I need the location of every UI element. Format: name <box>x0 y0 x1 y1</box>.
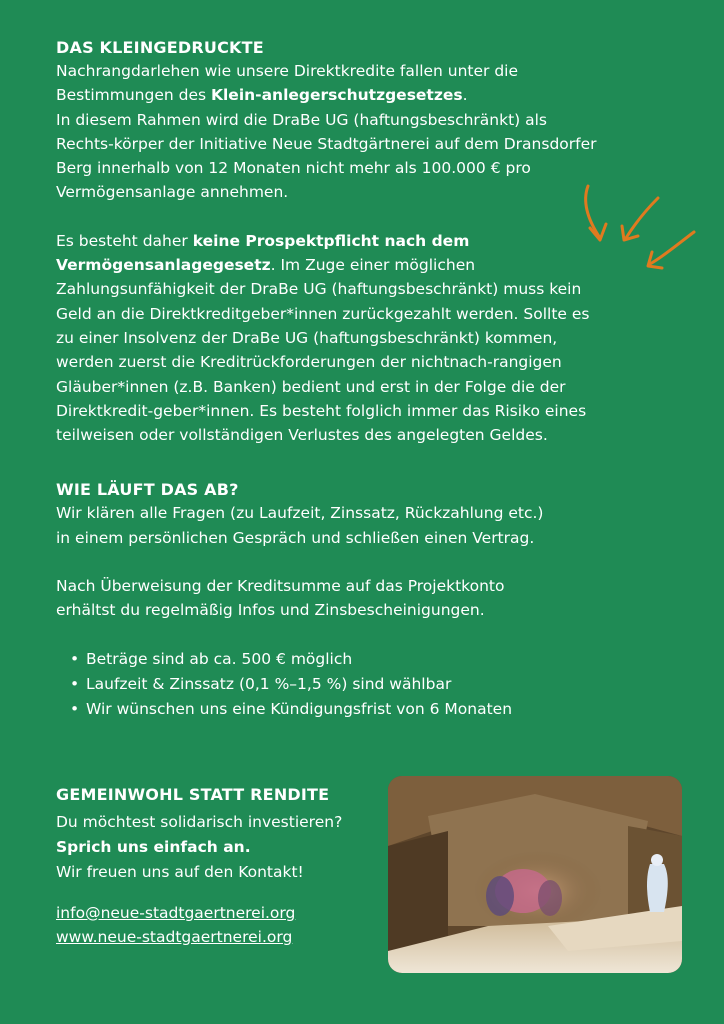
text-line: Du möchtest solidarisch investieren? <box>56 813 343 831</box>
bold-text: Vermögensanlagegesetz <box>56 256 271 275</box>
conditions-list <box>56 647 676 722</box>
heading-gemeinwohl: GEMEINWOHL STATT RENDITE <box>56 785 330 804</box>
text-line: In diesem Rahmen wird die DraBe UG (haftungsbeschränkt) als <box>56 110 548 129</box>
text-line: Gläuber*innen (z.B. Banken) bedient und erst in der Folge die der <box>56 377 566 396</box>
email-link[interactable]: info@neue-stadtgaertnerei.org <box>56 904 296 922</box>
text-line: Berg innerhalb von 12 Monaten nicht mehr als 100.000 € pro <box>56 159 531 178</box>
list-item: • Beträge sind ab ca. 500 € möglich <box>70 647 676 672</box>
paragraph-fragen <box>56 501 676 550</box>
bold-text: Klein-anlegerschutzgesetzes <box>210 86 463 105</box>
text-line: Es besteht daher <box>56 231 193 250</box>
text-line: Bestimmungen des <box>56 86 211 105</box>
text-line: werden zuerst die Kreditrückforderungen der nichtnach-rangigen <box>56 353 562 372</box>
text-line: erhältst du regelmäßig Infos und Zinsbescheinigungen. <box>56 601 485 620</box>
text-line: Nachrangdarlehen wie unsere Direktkredite fallen unter die <box>56 62 519 80</box>
contact-links <box>56 901 376 949</box>
text-line: Wir freuen uns auf den Kontakt! <box>56 863 304 881</box>
text-line: Nach Überweisung der Kreditsumme auf das Projektkonto <box>56 577 505 596</box>
main-content <box>56 37 676 722</box>
text-line: Direktkredit-geber*innen. Es besteht folglich immer das Risiko eines <box>56 401 587 420</box>
bold-text: Sprich uns einfach an. <box>56 838 251 856</box>
heading-ablauf: WIE LÄUFT DAS AB? <box>56 480 239 500</box>
spacer <box>56 550 676 574</box>
text-line: zu einer Insolvenz der DraBe UG (haftungsbeschränkt) kommen, <box>56 328 558 347</box>
spacer <box>56 623 676 647</box>
text-line: . <box>462 86 468 105</box>
text-line: teilweisen oder vollständigen Verlustes des angelegten Geldes. <box>56 426 548 445</box>
text-line: Wir klären alle Fragen (zu Laufzeit, Zinssatz, Rückzahlung etc.) <box>56 504 544 523</box>
text-line: Vermögensanlage annehmen. <box>56 183 289 202</box>
photo-illustration <box>388 776 682 973</box>
arrows-decoration-icon <box>576 180 696 280</box>
spacer <box>56 447 676 479</box>
heading-kleingedruckte: DAS KLEINGEDRUCKTE <box>56 38 264 57</box>
text-line: in einem persönlichen Gespräch und schließen einen Vertrag. <box>56 528 535 547</box>
paragraph-ueberweisung <box>56 574 676 623</box>
greenhouse-model-photo <box>388 776 682 973</box>
text-line: Zahlungsunfähigkeit der DraBe UG (haftungsbeschränkt) muss kein <box>56 280 582 299</box>
text-line: Geld an die Direktkreditgeber*innen zurückgezahlt werden. Sollte es <box>56 304 590 323</box>
list-item: • Wir wünschen uns eine Kündigungsfrist von 6 Monaten <box>70 697 676 722</box>
section-ablauf <box>56 479 676 721</box>
text-line: Rechts-körper der Initiative Neue Stadtgärtnerei auf dem Dransdorfer <box>56 134 597 153</box>
text-line: . Im Zuge einer möglichen <box>270 256 476 275</box>
paragraph-kontakt <box>56 810 376 885</box>
bold-text: keine Prospektpflicht nach dem <box>192 231 470 250</box>
section-gemeinwohl <box>56 784 376 949</box>
website-link[interactable]: www.neue-stadtgaertnerei.org <box>56 928 293 946</box>
list-item: • Laufzeit & Zinssatz (0,1 %–1,5 %) sind wählbar <box>70 672 676 697</box>
